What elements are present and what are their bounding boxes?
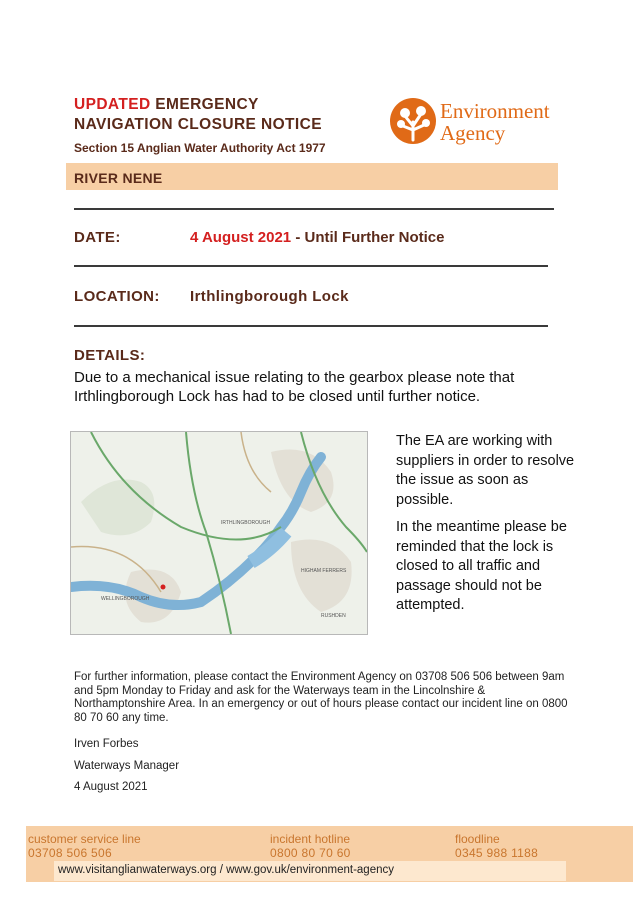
location-map xyxy=(70,431,368,635)
signature-date: 4 August 2021 xyxy=(74,781,148,793)
divider xyxy=(74,325,548,327)
incident-hotline-number: 0800 80 70 60 xyxy=(270,846,351,860)
svg-text:WELLINGBOROUGH: WELLINGBOROUGH xyxy=(101,596,150,602)
website-links[interactable]: www.visitanglianwaterways.org / www.gov.uk/environment-agency xyxy=(58,864,394,876)
divider xyxy=(74,265,548,267)
signatory-role: Waterways Manager xyxy=(74,760,180,772)
map-graphic xyxy=(71,432,367,634)
location-label: LOCATION: xyxy=(74,288,160,305)
divider xyxy=(74,208,554,210)
customer-service-number: 03708 506 506 xyxy=(28,846,112,860)
details-text: Due to a mechanical issue relating to the gearbox please note that Irthlingborough Lock has had to be closed until further notice. xyxy=(74,369,515,405)
svg-text:IRTHLINGBOROUGH: IRTHLINGBOROUGH xyxy=(221,520,271,526)
title-line2: NAVIGATION CLOSURE NOTICE xyxy=(74,116,322,133)
date-label: DATE: xyxy=(74,229,121,246)
signatory-name: Irven Forbes xyxy=(74,738,139,750)
side-paragraph-1: The EA are working with suppliers in order to resolve the issue as soon as possible. xyxy=(396,433,575,508)
act-subtitle: Section 15 Anglian Water Authority Act 1977 xyxy=(74,141,326,155)
location-value: Irthlingborough Lock xyxy=(190,288,349,305)
date-value: 4 August 2021 - Until Further Notice xyxy=(190,229,445,246)
details-label: DETAILS: xyxy=(74,347,146,364)
title-updated: UPDATED xyxy=(74,96,151,113)
customer-service-label: customer service line xyxy=(28,832,141,846)
further-info: For further information, please contact the Environment Agency on 03708 506 506 between 9am and 5pm Monday to Friday and ask for the Waterways team in the Lincolnshire & Northamptonshire Area. In an emergency or out of hours please contact our incident line on 0800 80 70 60 any time. xyxy=(74,671,568,724)
floodline-label: floodline xyxy=(455,832,500,846)
side-paragraph-2: In the meantime please be reminded that the lock is closed to all traffic and passage should not be attempted. xyxy=(396,519,567,613)
notice-title xyxy=(74,95,322,135)
incident-hotline-label: incident hotline xyxy=(270,832,351,846)
side-message xyxy=(396,432,578,624)
svg-text:RUSHDEN: RUSHDEN xyxy=(321,613,346,619)
floodline-number: 0345 988 1188 xyxy=(455,846,539,860)
river-name: RIVER NENE xyxy=(74,170,163,186)
lock-marker-icon xyxy=(161,585,166,590)
title-emergency: EMERGENCY xyxy=(150,96,259,113)
logo-wordmark: Environment Agency xyxy=(440,99,550,145)
svg-text:HIGHAM FERRERS: HIGHAM FERRERS xyxy=(301,568,347,574)
